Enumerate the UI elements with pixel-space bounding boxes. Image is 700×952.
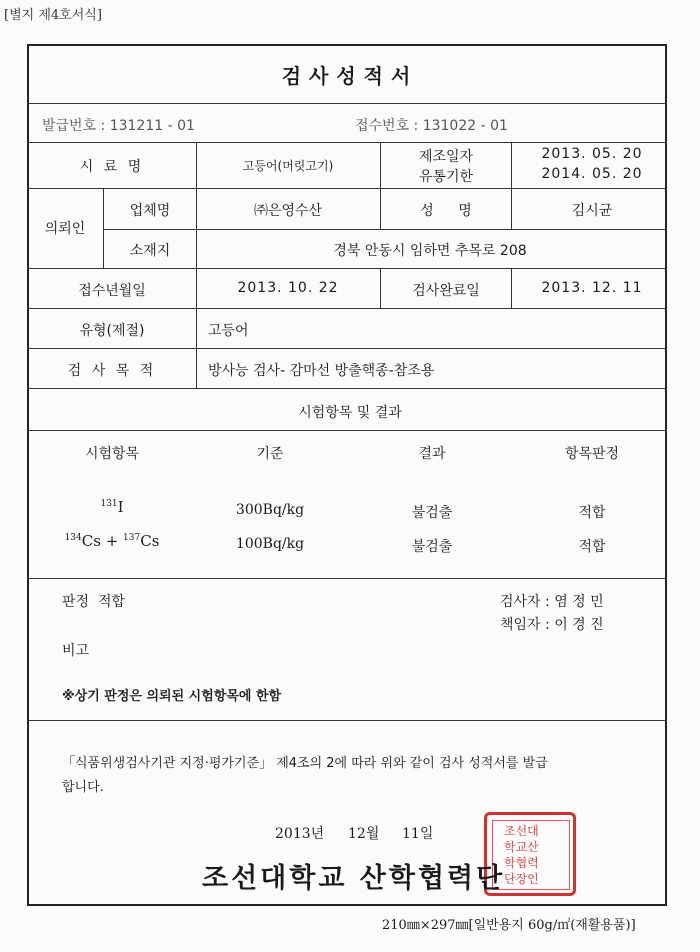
divider xyxy=(103,188,104,268)
remarks-label: 비고 xyxy=(62,643,90,659)
seal-text: 단장인 xyxy=(504,872,539,886)
received-label: 접수년월일 xyxy=(78,283,146,299)
sample-value: 고등어(머릿고기) xyxy=(242,159,334,173)
divider xyxy=(511,268,512,308)
inspector: 검사자 : 염 정 민 xyxy=(500,594,604,610)
result-standard: 100Bq/kg xyxy=(235,536,305,552)
address-label: 소재지 xyxy=(129,243,171,259)
divider xyxy=(28,430,666,431)
results-header-result: 결과 xyxy=(418,446,446,462)
company-value: ㈜은영수산 xyxy=(253,203,323,219)
type-value: 고등어 xyxy=(208,323,249,339)
results-title: 시험항목 및 결과 xyxy=(298,405,402,421)
received-value: 2013. 10. 22 xyxy=(237,280,339,296)
result-item: $^{131}$I xyxy=(100,498,124,516)
divider xyxy=(28,268,666,269)
results-header-judgement: 항목판정 xyxy=(564,446,620,462)
paper-spec: 210㎜×297㎜[일반용지 60g/㎡(재활용품)] xyxy=(382,918,636,933)
divider xyxy=(28,103,666,104)
divider xyxy=(196,188,197,268)
sample-label: 시 료 명 xyxy=(79,159,145,175)
address-value: 경북 안동시 임하면 추목로 208 xyxy=(333,243,527,259)
mfg-date-value: 2013. 05. 20 xyxy=(541,146,643,162)
divider xyxy=(28,142,666,143)
name-value: 김시균 xyxy=(571,203,613,219)
results-header-standard: 기준 xyxy=(256,446,284,462)
purpose-label: 검 사 목 적 xyxy=(67,363,157,379)
completed-value: 2013. 12. 11 xyxy=(541,280,643,296)
divider xyxy=(380,142,381,229)
judgement: 판정 적합 xyxy=(62,594,125,610)
result-value: 불검출 xyxy=(411,539,453,555)
receipt-number: 접수번호 : 131022 - 01 xyxy=(355,118,508,134)
form-label: [별지 제4호서식] xyxy=(4,8,102,23)
seal-text: 조선대 xyxy=(504,824,539,838)
mfg-date-label: 제조일자 xyxy=(418,149,474,165)
manager: 책임자 : 이 경 진 xyxy=(500,617,604,633)
issue-date-month: 12월 xyxy=(348,826,380,842)
statement-line2: 합니다. xyxy=(62,780,104,795)
issue-date-day: 11일 xyxy=(402,826,434,842)
results-header-item: 시험항목 xyxy=(84,446,140,462)
type-label: 유형(제절) xyxy=(79,323,145,339)
result-item: $^{134}$Cs + $^{137}$Cs xyxy=(64,532,160,550)
requester-label: 의뢰인 xyxy=(44,221,86,237)
divider xyxy=(511,142,512,229)
divider xyxy=(380,268,381,308)
divider xyxy=(103,229,666,230)
exp-date-label: 유통기한 xyxy=(418,169,474,185)
exp-date-value: 2014. 05. 20 xyxy=(541,166,643,182)
purpose-value: 방사능 검사- 감마선 방출핵종-참조용 xyxy=(208,363,435,379)
issue-date-year: 2013년 xyxy=(275,826,325,842)
company-label: 업체명 xyxy=(129,203,171,219)
result-value: 불검출 xyxy=(411,505,453,521)
divider xyxy=(28,308,666,309)
seal-text: 학교산 xyxy=(504,840,539,854)
seal-text: 학협력 xyxy=(504,856,539,870)
divider xyxy=(28,720,666,721)
statement-line1: 「식품위생검사기관 지정·평가기준」 제4조의 2에 따라 위와 같이 검사 성적서를 발급 xyxy=(62,756,548,771)
completed-label: 검사완료일 xyxy=(412,283,480,299)
divider xyxy=(28,348,666,349)
result-standard: 300Bq/kg xyxy=(235,502,305,518)
divider xyxy=(28,578,666,579)
name-label: 성 명 xyxy=(420,203,472,219)
result-judgement: 적합 xyxy=(578,539,606,555)
result-judgement: 적합 xyxy=(578,505,606,521)
page-title: 검사성적서 xyxy=(281,64,419,88)
divider xyxy=(28,188,666,189)
divider xyxy=(28,388,666,389)
issue-number: 발급번호 : 131211 - 01 xyxy=(42,118,195,134)
divider xyxy=(196,142,197,188)
note: ※상기 판정은 의뢰된 시험항목에 한함 xyxy=(62,689,282,704)
divider xyxy=(196,268,197,388)
organization-name: 조선대학교 산학협력단 xyxy=(202,863,506,894)
